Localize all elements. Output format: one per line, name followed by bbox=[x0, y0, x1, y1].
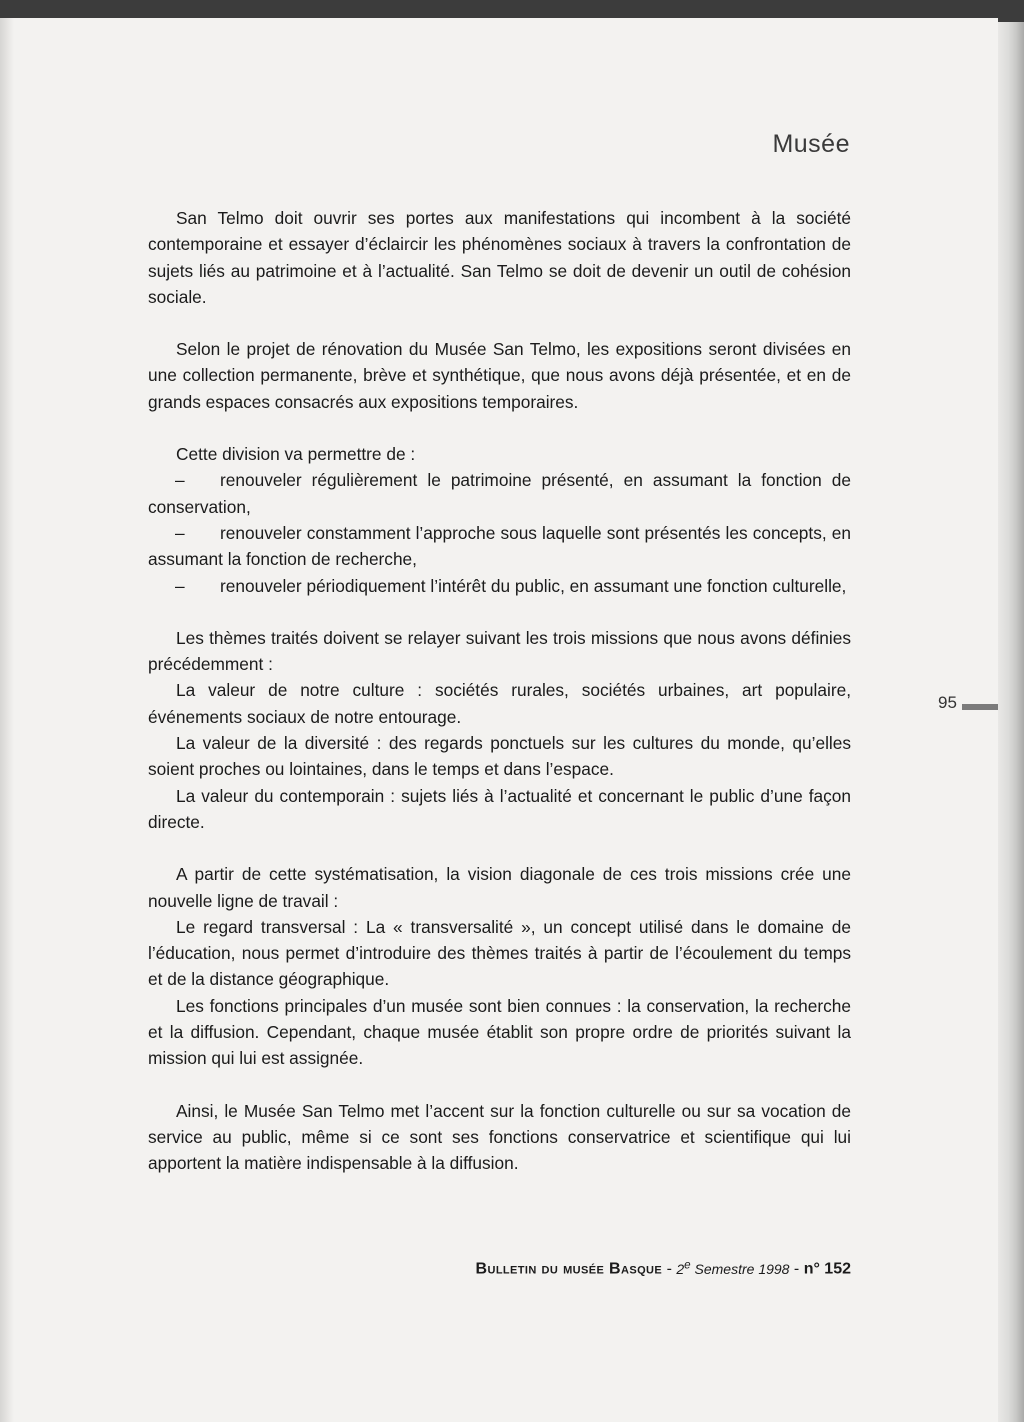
page-edge bbox=[998, 22, 1024, 1422]
list-item: – renouveler périodiquement l’intérêt du public, en assumant une fonction culturelle, bbox=[175, 575, 847, 596]
page-tab-marker bbox=[962, 704, 998, 710]
paragraph: La valeur de la diversité : des regards ponctuels sur les cultures du monde, qu’elles soient proches ou lointaines, dans le temps et dans l’espace. bbox=[148, 733, 851, 780]
page-footer: Bulletin du musée Basque - 2e Semestre 1998 - n° 152 bbox=[475, 1258, 851, 1278]
paragraph: La valeur du contemporain : sujets liés à l’actualité et concernant le public d’une façon directe. bbox=[148, 785, 851, 832]
edition: 2e Semestre 1998 bbox=[676, 1258, 790, 1277]
paragraph: Les thèmes traités doivent se relayer suivant les trois missions que nous avons définies précédemment : bbox=[148, 627, 851, 675]
paragraph: San Telmo doit ouvrir ses portes aux manifestations qui incombent à la société contemporaine et essayer d’éclaircir les phénomènes sociaux à travers la confrontation de sujets liés au patrimoine et à l’actualité. San Telmo se doit de devenir un outil de cohésion sociale. bbox=[148, 208, 851, 307]
list-item: – renouveler régulièrement le patrimoine présenté, en assumant la fonction de conservation, bbox=[148, 470, 851, 517]
paragraph: Selon le projet de rénovation du Musée San Telmo, les expositions seront divisées en une collection permanente, brève et synthétique, que nous avons déjà présentée, et en de grands espaces consacrés aux expositions temporaires. bbox=[148, 339, 851, 412]
paragraph: A partir de cette systématisation, la vision diagonale de ces trois missions crée une nouvelle ligne de travail : bbox=[148, 864, 851, 911]
paragraph: Ainsi, le Musée San Telmo met l’accent sur la fonction culturelle ou sur sa vocation de service au public, même si ce sont ses fonctions conservatrice et scientifique qui lui apportent la matière indispensable à la diffusion. bbox=[148, 1100, 851, 1174]
paragraph: Le regard transversal : La « transversalité », un concept utilisé dans le domaine de l’éducation, nous permet d’introduire des thèmes traités à partir de l’écoulement du temps et de la distance géographique. bbox=[148, 916, 851, 990]
list-item: – renouveler constamment l’approche sous laquelle sont présentés les concepts, en assumant la fonction de recherche, bbox=[148, 522, 851, 570]
paragraph: La valeur de notre culture : sociétés rurales, sociétés urbaines, art populaire, événements sociaux de notre entourage. bbox=[148, 680, 851, 727]
journal-title: Bulletin du musée Basque bbox=[475, 1260, 663, 1278]
paragraph: Cette division va permettre de : bbox=[176, 444, 416, 465]
binding-shadow bbox=[0, 18, 14, 1422]
page-number: 95 bbox=[938, 693, 957, 712]
issue-number: n° 152 bbox=[803, 1260, 851, 1278]
section-title: Musée bbox=[772, 130, 850, 158]
paragraph: Les fonctions principales d’un musée sont bien connues : la conservation, la recherche et la diffusion. Cependant, chaque musée établit son propre ordre de priorités suivant la mission qui lui est assignée. bbox=[148, 995, 851, 1069]
body-text bbox=[148, 205, 851, 1177]
